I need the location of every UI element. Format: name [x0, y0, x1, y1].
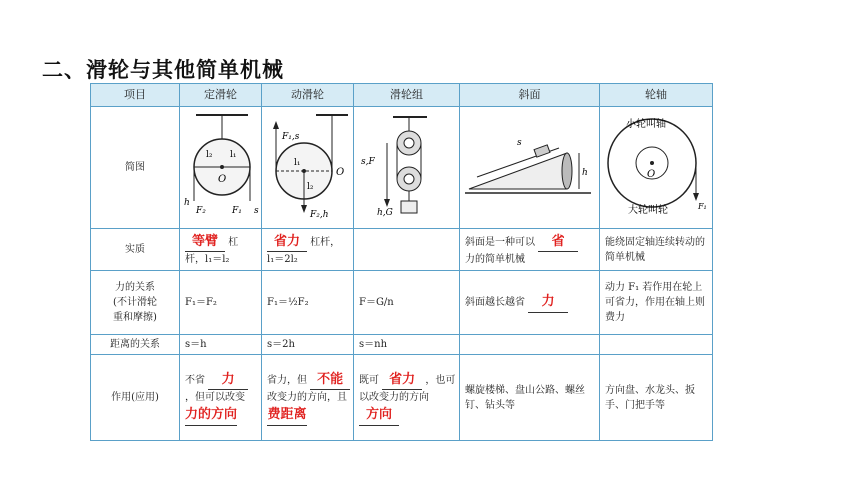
essence-incline-answer: 省: [551, 233, 565, 249]
use-block: [354, 355, 460, 441]
force-label-line1: 力的关系: [115, 282, 155, 293]
force-fixed: F₁＝F₂: [180, 271, 262, 335]
essence-block: [354, 229, 460, 271]
use-fixed-answer2: 力的方向: [185, 407, 238, 422]
use-movable-text1: 省力，但: [267, 374, 307, 386]
force-row: [91, 271, 713, 335]
use-movable-text2: 改变力的方向，且: [267, 392, 347, 403]
row-label-essence: 实质: [91, 229, 180, 271]
essence-movable: [262, 229, 354, 271]
header-wheel-axle: 轮轴: [600, 84, 713, 107]
diagram-row: [91, 107, 713, 229]
block-hg-label: h,G: [376, 208, 393, 218]
axle-o-label: O: [647, 169, 656, 180]
use-fixed-answer1: 力: [221, 371, 235, 387]
pulley-block-cell: [354, 107, 460, 229]
section-title: 二、滑轮与其他简单机械: [42, 58, 284, 82]
use-incline: 螺旋楼梯、盘山公路、螺丝钉、钻头等: [460, 355, 600, 441]
header-item: 项目: [91, 84, 180, 107]
essence-incline-text1: 斜面是一种可以: [465, 236, 535, 248]
distance-incline: [460, 335, 600, 355]
header-row: [91, 84, 713, 107]
essence-row: [91, 229, 713, 271]
header-movable-pulley: 动滑轮: [262, 84, 354, 107]
incline-cell: [460, 107, 600, 229]
fixed-f2-label: F₂: [196, 206, 206, 216]
fixed-h-label: h: [184, 198, 190, 208]
essence-movable-answer: 省力: [273, 233, 300, 249]
axle-small-label: 小轮叫轴: [626, 119, 666, 130]
pulley-block-diagram: [357, 109, 457, 221]
essence-movable-text1: 杠杆，: [310, 236, 341, 248]
movable-l2-label: l₂: [307, 182, 314, 192]
movable-l1-label: l₁: [294, 158, 301, 168]
fixed-l1-label: l₁: [230, 150, 237, 160]
fixed-l2-label: l₂: [206, 150, 213, 160]
header-pulley-block: 滑轮组: [354, 84, 460, 107]
fixed-o-label: O: [218, 174, 227, 185]
essence-fixed-answer: 等臂: [191, 233, 218, 249]
force-block: F＝G/n: [354, 271, 460, 335]
movable-pulley-cell: [262, 107, 354, 229]
distance-row: [91, 335, 713, 355]
distance-movable: s＝2h: [262, 335, 354, 355]
essence-incline-text2: 力的简单机械: [465, 254, 525, 266]
fixed-pulley-diagram: [182, 109, 262, 221]
force-label-line3: 重和摩擦): [113, 312, 157, 323]
machines-table: [90, 83, 713, 441]
force-incline-text: 斜面越长越省: [465, 297, 525, 309]
wheel-axle-diagram: [602, 107, 710, 223]
essence-fixed-text1: 杠: [228, 236, 239, 248]
movable-f2h-label: F₂,h: [310, 210, 329, 220]
force-label-line2: (不计滑轮: [113, 297, 157, 308]
row-label-distance: 距离的关系: [91, 335, 180, 355]
use-fixed-text2: ，但可以改变: [185, 392, 245, 403]
axle-big-label: 大轮叫轮: [628, 205, 668, 216]
movable-f1s-label: F₁,s: [282, 132, 300, 142]
fixed-s-label: s: [254, 206, 259, 216]
fixed-f1-label: F₁: [232, 206, 242, 216]
essence-incline: [460, 229, 600, 271]
force-axle: 动力 F₁ 若作用在轮上可省力，作用在轴上则费力: [600, 271, 713, 335]
header-incline: 斜面: [460, 84, 600, 107]
use-block-answer1: 省力: [389, 371, 416, 387]
use-block-answer2: 方向: [365, 407, 392, 422]
use-row: [91, 355, 713, 441]
incline-h-label: h: [581, 168, 588, 178]
use-axle: 方向盘、水龙头、扳手、门把手等: [600, 355, 713, 441]
header-fixed-pulley: 定滑轮: [180, 84, 262, 107]
essence-fixed: [180, 229, 262, 271]
incline-diagram: [463, 125, 597, 205]
use-block-text2: ，也可以改变力的方向: [359, 374, 456, 403]
distance-fixed: s＝h: [180, 335, 262, 355]
distance-block: s＝nh: [354, 335, 460, 355]
force-movable: F₁＝½F₂: [262, 271, 354, 335]
row-label-use: 作用(应用): [91, 355, 180, 441]
row-label-diagram: 简图: [91, 107, 180, 229]
essence-fixed-text2: 杆，l₁＝l₂: [185, 254, 230, 266]
block-sf-label: s,F: [360, 157, 375, 167]
essence-axle: 能绕固定轴连续转动的简单机械: [600, 229, 713, 271]
distance-axle: [600, 335, 713, 355]
force-incline: [460, 271, 600, 335]
movable-pulley-diagram: [264, 109, 354, 221]
use-fixed: [180, 355, 262, 441]
use-movable: [262, 355, 354, 441]
use-movable-answer1: 不能: [317, 371, 344, 387]
incline-s-label: s: [516, 138, 522, 148]
force-incline-answer: 力: [541, 294, 555, 310]
use-movable-answer2: 费距离: [267, 407, 307, 422]
wheel-axle-cell: [600, 107, 713, 229]
movable-o-label: O: [336, 167, 345, 178]
use-block-text1: 既可: [359, 374, 379, 386]
axle-f1-label: F₁: [698, 202, 707, 211]
row-label-force: [91, 271, 180, 335]
use-fixed-text1: 不省: [185, 374, 205, 386]
essence-movable-text2: l₁＝2l₂: [267, 254, 298, 266]
fixed-pulley-cell: [180, 107, 262, 229]
